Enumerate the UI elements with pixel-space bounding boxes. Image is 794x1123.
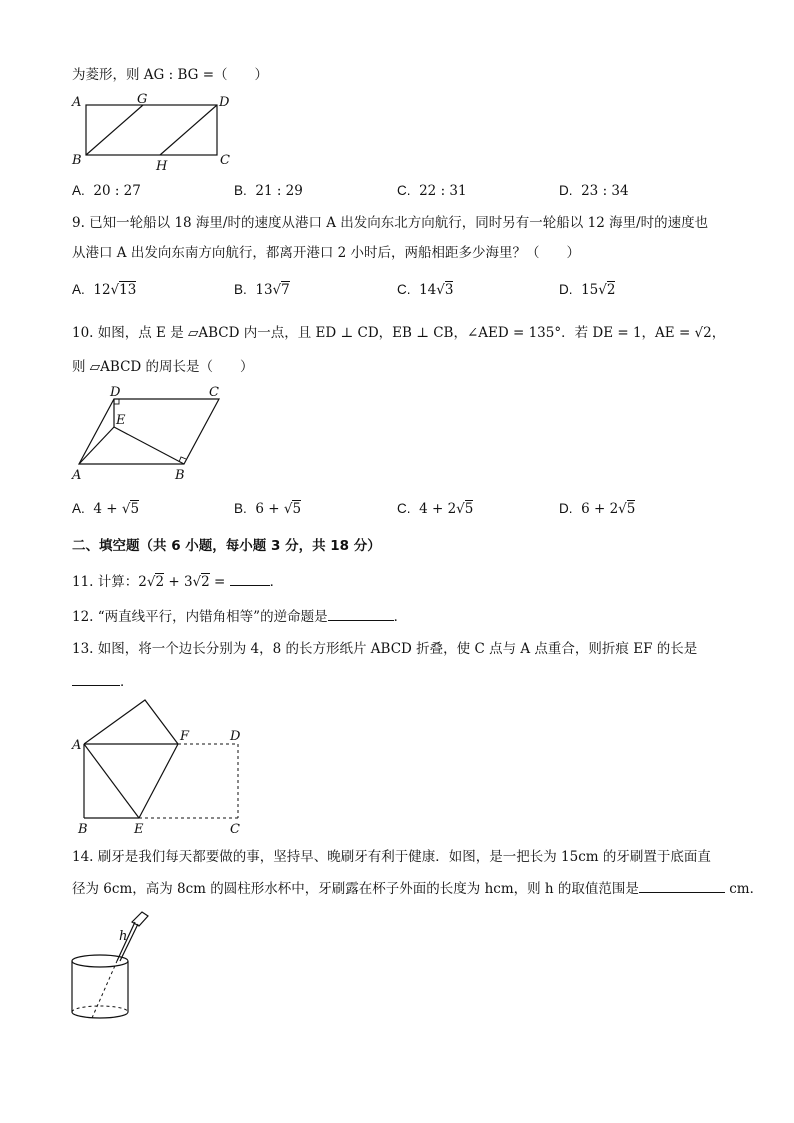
- sqrt-sign-icon: √: [121, 501, 131, 517]
- label-f: F: [180, 729, 190, 744]
- cup-bottom-front: [72, 1012, 128, 1018]
- q14-figure-cup: [62, 904, 162, 1026]
- q8-options: [72, 182, 732, 202]
- q9-option-a[interactable]: A. 12√13: [72, 282, 137, 298]
- label-d: D: [110, 385, 121, 400]
- label-a: A: [72, 95, 82, 110]
- label-h: h: [119, 929, 128, 944]
- label-b: B: [78, 822, 88, 836]
- label-c: C: [209, 385, 219, 400]
- q10-option-c[interactable]: C. 4 + 2√5: [397, 501, 474, 517]
- q8-figure-rectangle: [62, 88, 242, 172]
- segment-bg: [86, 105, 143, 155]
- q12-stem: 12. “两直线平行，内错角相等”的逆命题是 ．: [72, 609, 408, 625]
- q8-option-a[interactable]: A. 20 : 27: [72, 183, 141, 199]
- q9-stem-line1: 9. 已知一轮船以 18 海里/时的速度从港口 A 出发向东北方向航行，同时另有一轮船以 12 海里/时的速度也: [72, 215, 709, 231]
- q10-figure-parallelogram: [64, 382, 264, 484]
- sqrt-sign-icon: √: [283, 501, 293, 517]
- q13-figure-fold: [64, 694, 254, 836]
- q9-stem-line2: 从港口 A 出发向东南方向航行，都离开港口 2 小时后，两船相距多少海里？（ ）: [72, 245, 581, 261]
- q13-answer-blank[interactable]: [72, 672, 120, 686]
- label-d: D: [219, 95, 230, 110]
- q10-option-b[interactable]: B. 6 + √5: [234, 501, 302, 517]
- q9-option-b[interactable]: B. 13√7: [234, 282, 290, 298]
- segment-ef-crease: [139, 744, 178, 818]
- parallelogram-abcd: [79, 399, 219, 464]
- toothbrush-inside-dashed: [92, 961, 117, 1018]
- q8-option-b[interactable]: B. 21 : 29: [234, 183, 303, 199]
- sqrt-sign-icon: √: [272, 282, 282, 298]
- q13-stem-line2: ．: [72, 672, 134, 691]
- sqrt-sign-icon: √: [146, 574, 156, 590]
- label-e: E: [134, 822, 144, 836]
- q10-stem-line1: 10. 如图，点 E 是 ▱ABCD 内一点，且 ED ⊥ CD，EB ⊥ CB，∠AED = 135°．若 DE = 1，AE = √2，: [72, 325, 726, 341]
- label-c: C: [230, 822, 240, 836]
- section-title-fill-in: 二、填空题（共 6 小题，每小题 3 分，共 18 分）: [72, 538, 381, 554]
- q9-option-d[interactable]: D. 15√2: [559, 282, 616, 298]
- q14-stem-line1: 14. 刷牙是我们每天都要做的事，坚持早、晚刷牙有利于健康．如图，是一把长为 15cm 的牙刷置于底面直: [72, 849, 711, 865]
- rect-abcd: [86, 105, 217, 155]
- q10-option-d[interactable]: D. 6 + 2√5: [559, 501, 636, 517]
- q9-option-c[interactable]: C. 14√3: [397, 282, 454, 298]
- q11-stem: 11. 计算：2√2 + 3√2 = ．: [72, 574, 284, 590]
- sqrt-sign-icon: √: [110, 282, 120, 298]
- q10-option-a[interactable]: A. 4 + √5: [72, 501, 140, 517]
- q14-stem-line2: 径为 6cm，高为 8cm 的圆柱形水杯中，牙刷露在杯子外面的长度为 hcm，则 h 的取值范围是 cm．: [72, 881, 764, 897]
- label-a: A: [72, 468, 82, 483]
- label-g: G: [137, 92, 148, 107]
- sqrt-sign-icon: √: [456, 501, 465, 517]
- label-h: H: [156, 159, 168, 172]
- label-a: A: [72, 738, 82, 753]
- q8-stem-tail: 为菱形，则 AG : BG =（ ）: [72, 67, 269, 83]
- label-c: C: [220, 153, 230, 168]
- label-b: B: [175, 468, 185, 483]
- segment-eb: [114, 427, 184, 464]
- sqrt-sign-icon: √: [618, 501, 627, 517]
- q9-options: [72, 281, 732, 303]
- label-e: E: [116, 413, 126, 428]
- folded-flap: [84, 700, 178, 744]
- q10-options: [72, 500, 732, 522]
- segment-hd: [160, 105, 217, 155]
- q14-answer-blank[interactable]: [639, 879, 725, 893]
- cup-top-rim: [72, 955, 128, 967]
- q13-stem-line1: 13. 如图，将一个边长分别为 4，8 的长方形纸片 ABCD 折叠，使 C 点与 A 点重合，则折痕 EF 的长是: [72, 641, 698, 657]
- sqrt-sign-icon: √: [192, 574, 202, 590]
- label-d: D: [230, 729, 241, 744]
- label-b: B: [72, 153, 82, 168]
- q8-option-c[interactable]: C. 22 : 31: [397, 183, 467, 199]
- sqrt-sign-icon: √: [436, 282, 445, 298]
- toothbrush-head: [132, 912, 148, 926]
- q8-option-d[interactable]: D. 23 : 34: [559, 183, 629, 199]
- q10-stem-line2: 则 ▱ABCD 的周长是（ ）: [72, 359, 254, 375]
- sqrt-sign-icon: √: [598, 282, 607, 298]
- segment-ae: [84, 744, 139, 818]
- q11-answer-blank[interactable]: [230, 572, 270, 586]
- q12-answer-blank[interactable]: [328, 607, 394, 621]
- cup-bottom-back-dashed: [72, 1006, 128, 1012]
